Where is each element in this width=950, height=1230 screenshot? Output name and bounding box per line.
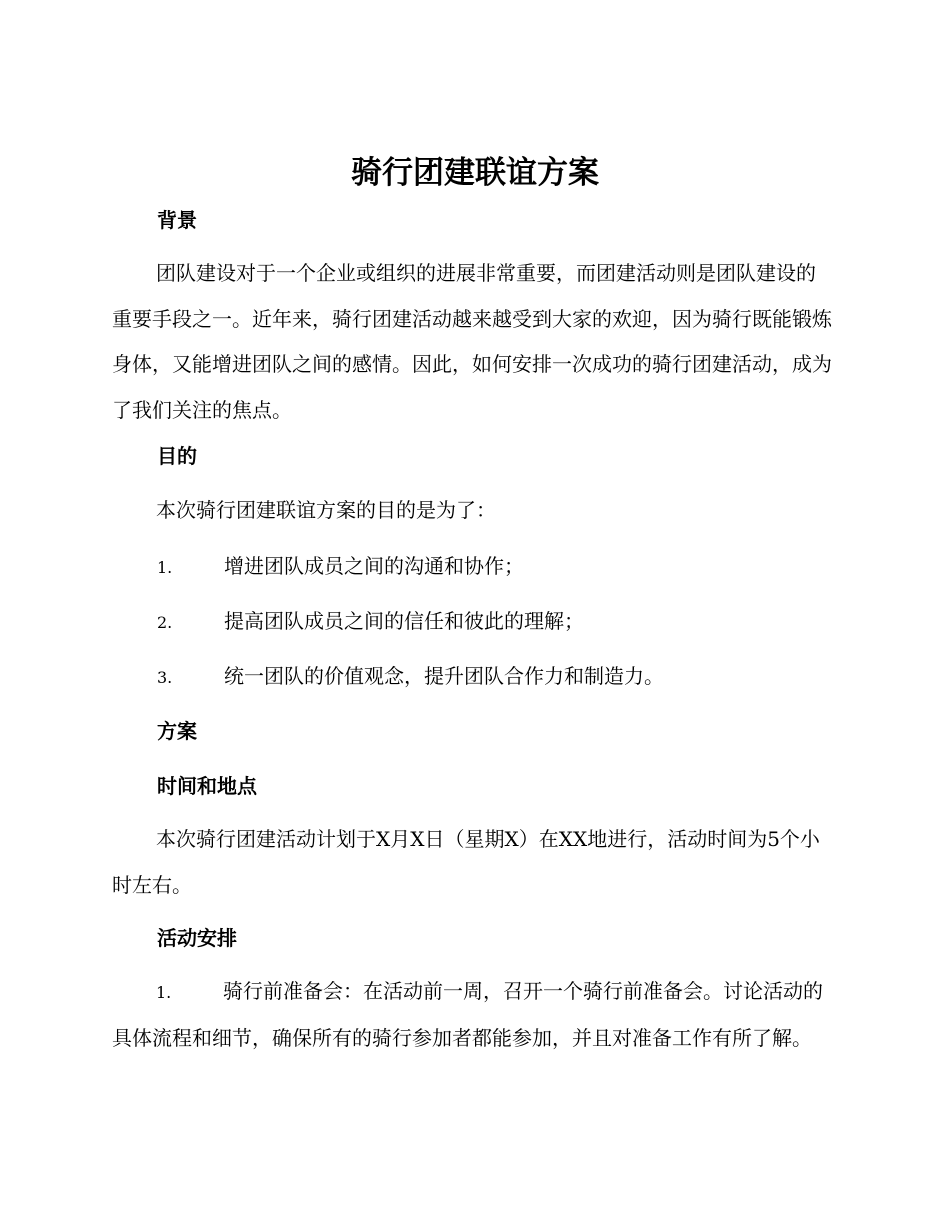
list-number: 3.: [157, 668, 173, 687]
purpose-list-item: [157, 551, 524, 583]
section-heading-plan: 方案: [157, 719, 197, 743]
arrangement-list-item: [112, 969, 832, 1061]
section-heading-time-place: 时间和地点: [157, 774, 257, 798]
list-number: 1.: [156, 983, 172, 1002]
list-number: 2.: [157, 613, 173, 632]
background-paragraph: 团队建设对于一个企业或组织的进展非常重要，而团建活动则是团队建设的重要手段之一。近年来，骑行团建活动越来越受到大家的欢迎，因为骑行既能锻炼身体，又能增进团队之间的感情。因此，如何安排一次成功的骑行团建活动，成为了我们关注的焦点。: [112, 261, 832, 422]
purpose-list-item: [157, 661, 664, 693]
section-heading-purpose: 目的: [157, 444, 197, 468]
purpose-intro: 本次骑行团建联谊方案的目的是为了：: [156, 498, 496, 522]
list-number: 1.: [157, 558, 173, 577]
list-item-text: 提高团队成员之间的信任和彼此的理解；: [224, 609, 584, 633]
section-heading-background: 背景: [157, 208, 197, 232]
purpose-list-item: [157, 606, 584, 638]
list-item-text: 统一团队的价值观念，提升团队合作力和制造力。: [224, 664, 664, 688]
time-place-paragraph: 本次骑行团建活动计划于X月X日（星期X）在XX地进行，活动时间为5个小时左右。: [112, 827, 820, 897]
list-item-text: 骑行前准备会：在活动前一周，召开一个骑行前准备会。讨论活动的具体流程和细节，确保所有的骑行参加者都能参加，并且对准备工作有所了解。: [112, 979, 823, 1050]
section-heading-arrangement: 活动安排: [157, 926, 237, 950]
list-item-text: 增进团队成员之间的沟通和协作；: [224, 554, 524, 578]
document-title: 骑行团建联谊方案: [351, 155, 599, 191]
